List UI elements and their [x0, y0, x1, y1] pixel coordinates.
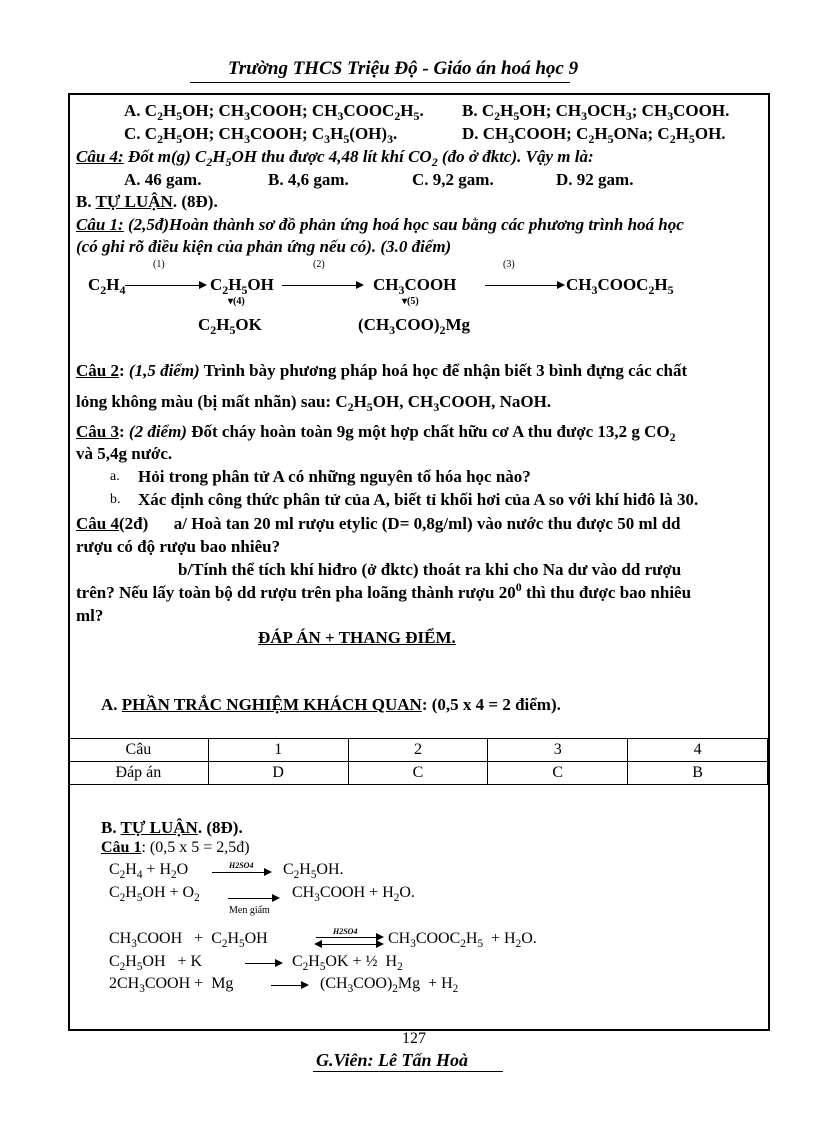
step-4-label: ▾(4) — [228, 296, 245, 307]
equation-2-left: $C_2H_5OH + O_2$ — [109, 884, 200, 904]
cau2-stem-line2: lỏng không màu (bị mất nhãn) sau: $C_2H_5OH$, $CH_3COOH$, NaOH. — [76, 392, 552, 414]
equation-1-right: $C_2H_5OH$. — [283, 861, 344, 881]
equation-1-arrow — [212, 872, 270, 873]
page-header-title: Trường THCS Triệu Độ - Giáo án hoá học 9 — [228, 58, 579, 79]
equation-5-left: $2CH_3COOH + Mg$ — [109, 975, 234, 995]
step-2-label: (2) — [313, 259, 325, 270]
table-cell: C — [348, 762, 488, 785]
q3-option-d: D. $CH_3COOH$; $C_2H_5ONa$; $C_2H_5OH$. — [462, 124, 726, 146]
q4-option-a: A. 46 gam. — [124, 170, 202, 189]
scheme-ethanol: $C_2H_5OH$ — [210, 275, 274, 297]
table-cell: D — [208, 762, 348, 785]
table-cell: C — [488, 762, 628, 785]
equation-2-arrow — [228, 898, 278, 899]
part-a-heading: A. PHẦN TRẮC NGHIỆM KHÁCH QUAN: (0,5 x 4 = 2 điểm). — [101, 695, 561, 714]
equation-5-right: $(CH_3COO)_2Mg + H_2$ — [320, 975, 459, 995]
scheme-acetic-acid: $CH_3COOH$ — [373, 275, 457, 297]
step-3-label: (3) — [503, 259, 515, 270]
cau4-part-b-line3: ml? — [76, 606, 104, 625]
table-cell: 4 — [628, 739, 768, 762]
cau4-part-a: Câu 4(2đ) a/ Hoà tan 20 ml rượu etylic (D= 0,8g/ml) vào nước thu được 50 ml dd — [76, 514, 681, 533]
equation-3-arrow-reverse — [316, 944, 382, 945]
equation-1-left: $C_2H_4 + H_2O$ — [109, 861, 189, 881]
scheme-potassium-ethoxide: $C_2H_5OK$ — [198, 315, 262, 337]
scheme-arrow-2 — [282, 285, 362, 286]
q4-stem: Câu 4: Đốt m(g) $C_2H_5OH$ thu được 4,48 lít khí $CO_2$ (đo ở đktc). Vậy m là: — [76, 147, 594, 169]
teacher-name: G.Viên: Lê Tấn Hoà — [316, 1050, 468, 1070]
equation-3-right: $CH_3COOC_2H_5 + H_2O$. — [388, 930, 537, 950]
cau3-stem: Câu 3: (2 điểm) Đốt cháy hoàn toàn 9g một hợp chất hữu cơ A thu được 13,2 g $CO_2$ — [76, 422, 676, 444]
equation-4-left: $C_2H_5OH + K$ — [109, 953, 203, 973]
header-underline — [190, 82, 570, 83]
table-row — [69, 739, 768, 762]
cau4-part-a-line2: rượu có độ rượu bao nhiêu? — [76, 537, 281, 556]
q3-option-b: B. $C_2H_5OH$; $CH_3OCH_3$; $CH_3COOH$. — [462, 101, 730, 123]
table-cell: B — [628, 762, 768, 785]
equation-2-right: $CH_3COOH + H_2O$. — [292, 884, 415, 904]
step-1-label: (1) — [153, 259, 165, 270]
table-cell: 2 — [348, 739, 488, 762]
equation-1-catalyst: H2SO4 — [229, 861, 254, 870]
scheme-c2h4: $C_2H_4$ — [88, 275, 126, 297]
equation-2-enzyme: Men giấm — [229, 905, 270, 916]
answer-table — [68, 738, 768, 785]
cau4-part-b-line2: trên? Nếu lấy toàn bộ dd rượu trên pha loãng thành rượu $20^0$ thì thu được bao nhiêu — [76, 580, 692, 602]
equation-4-arrow — [245, 963, 281, 964]
cau1-stem-line2: (có ghi rõ điều kiện của phản ứng nếu có). (3.0 điểm) — [76, 237, 452, 256]
q4-option-c: C. 9,2 gam. — [412, 170, 494, 189]
answer-key-title: ĐÁP ÁN + THANG ĐIỂM. — [258, 628, 456, 647]
cau3-item-a: Hỏi trong phân tử A có những nguyên tố hóa học nào? — [138, 467, 531, 486]
equation-3-left: $CH_3COOH + C_2H_5OH$ — [109, 930, 268, 950]
q3-option-c: C. $C_2H_5OH$; $CH_3COOH$; $C_3H_5(OH)_3$. — [124, 124, 398, 146]
table-cell: Đáp án — [69, 762, 209, 785]
table-cell: 1 — [208, 739, 348, 762]
equation-3-catalyst: H2SO4 — [333, 927, 358, 936]
equation-4-right: $C_2H_5OK$ + ½ $H_2$ — [292, 953, 403, 973]
step-5-label: ▾(5) — [402, 296, 419, 307]
table-row — [69, 762, 768, 785]
cau3-item-b: Xác định công thức phân tử của A, biết tỉ khối hơi của A so với khí hiđô là 30. — [138, 490, 699, 509]
part-b-heading: B. TỰ LUẬN. (8Đ). — [76, 192, 218, 211]
cau2-stem: Câu 2: (1,5 điểm) Trình bày phương pháp hoá học để nhận biết 3 bình đựng các chất — [76, 361, 688, 380]
footer-underline — [313, 1071, 503, 1072]
scheme-magnesium-acetate: $(CH_3COO)_2Mg$ — [358, 315, 471, 337]
scheme-arrow-3 — [485, 285, 563, 286]
q3-option-a: A. $C_2H_5OH$; $CH_3COOH$; $CH_3COOC_2H_5$. — [124, 101, 424, 123]
cau3-item-a-marker: a. — [110, 469, 120, 484]
equation-5-arrow — [271, 985, 307, 986]
q4-option-d: D. 92 gam. — [556, 170, 634, 189]
scheme-ethyl-acetate: $CH_3COOC_2H_5$ — [566, 275, 674, 297]
q4-option-b: B. 4,6 gam. — [268, 170, 349, 189]
cau3-item-b-marker: b. — [110, 492, 121, 507]
scheme-arrow-1 — [125, 285, 205, 286]
solution-part-b-heading: B. TỰ LUẬN. (8Đ). — [101, 818, 243, 837]
cau4-part-b: b/Tính thể tích khí hiđro (ở đktc) thoát ra khi cho Na dư vào dd rượu — [178, 560, 682, 579]
cau3-stem-line2: và 5,4g nước. — [76, 444, 173, 463]
equation-3-arrow-forward — [316, 937, 382, 938]
table-cell: Câu — [69, 739, 209, 762]
cau1-stem: Câu 1: (2,5đ)Hoàn thành sơ đồ phản ứng hoá học sau bằng các phương trình hoá học — [76, 215, 684, 234]
table-cell: 3 — [488, 739, 628, 762]
solution-cau1-heading: Câu 1: (0,5 x 5 = 2,5đ) — [101, 839, 250, 856]
page-number: 127 — [402, 1030, 426, 1047]
